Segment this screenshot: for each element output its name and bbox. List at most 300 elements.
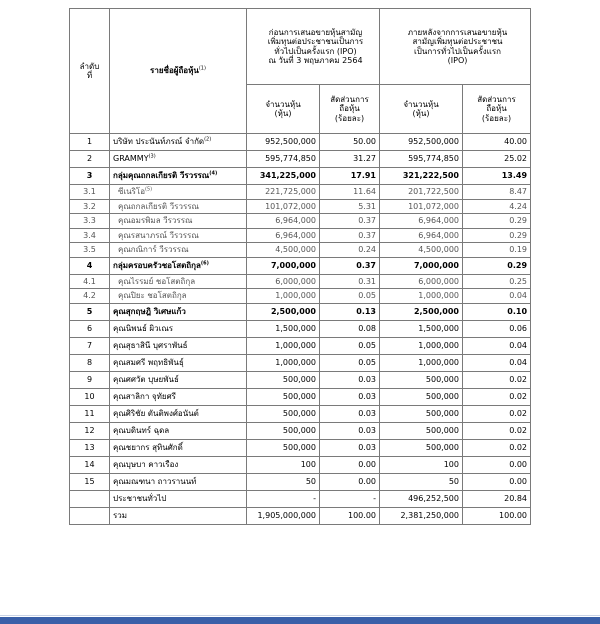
row-number-text: 3.3 xyxy=(83,216,96,226)
before-ipo-shares xyxy=(247,320,320,337)
shareholder-name-text: GRAMMY xyxy=(113,154,149,164)
before-pct-header xyxy=(320,85,380,134)
row-number-text: 8 xyxy=(86,357,93,367)
before-ipo-percent-text: 0.05 xyxy=(358,340,376,350)
after-ipo-percent xyxy=(463,228,531,243)
shareholder-name-text: คุณชยากร สุทินศักดิ์ xyxy=(113,442,183,452)
after-ipo-shares xyxy=(380,151,463,168)
shareholder-name-text: คุณบดินทร์ ฉุดล xyxy=(113,425,170,435)
after-ipo-shares-text: 2,500,000 xyxy=(413,306,459,316)
after-ipo-line-4: (IPO) xyxy=(447,55,468,65)
table-row xyxy=(70,439,531,456)
row-number xyxy=(70,371,110,388)
footnote-marker: (6) xyxy=(200,260,209,267)
shareholder-name xyxy=(110,289,247,304)
before-ipo-shares xyxy=(247,199,320,214)
before-ipo-percent xyxy=(320,490,380,507)
shareholder-name-text: คุณถกลเกียรติ วีรวรรณ xyxy=(118,201,199,211)
before-ipo-shares-text: 1,000,000 xyxy=(275,357,316,367)
shareholder-name-text: คุณศิริชัย ตันติพงศ์อนันต์ xyxy=(113,408,199,418)
shareholder-table xyxy=(69,8,531,525)
after-ipo-shares-text: 6,000,000 xyxy=(418,276,459,286)
row-number-text: 9 xyxy=(86,374,93,384)
shareholder-name xyxy=(110,134,247,151)
table-row xyxy=(70,274,531,289)
before-ipo-percent-text: 0.37 xyxy=(356,260,376,270)
before-ipo-group-header xyxy=(247,9,380,85)
before-ipo-shares-text: 500,000 xyxy=(282,374,316,384)
before-ipo-percent-text: 5.31 xyxy=(358,201,376,211)
before-ipo-line-1: ก่อนการเสนอขายหุ้นสามัญ xyxy=(268,28,363,38)
table-row xyxy=(70,134,531,151)
before-ipo-percent xyxy=(320,303,380,320)
shareholder-name xyxy=(110,168,247,185)
table-row xyxy=(70,228,531,243)
row-number-text: 1 xyxy=(86,137,93,147)
before-ipo-shares-text: 500,000 xyxy=(282,425,316,435)
before-ipo-percent xyxy=(320,199,380,214)
row-number xyxy=(70,439,110,456)
before-ipo-percent xyxy=(320,151,380,168)
shareholder-name xyxy=(110,456,247,473)
after-ipo-shares xyxy=(380,243,463,258)
shares-header-line-2: (หุ้น) xyxy=(412,109,430,118)
before-ipo-percent xyxy=(320,185,380,200)
row-number xyxy=(70,228,110,243)
before-ipo-shares xyxy=(247,243,320,258)
after-ipo-percent-text: 8.47 xyxy=(509,187,528,197)
footnote-marker: (4) xyxy=(209,170,218,177)
after-ipo-shares-text: 7,000,000 xyxy=(413,260,459,270)
before-ipo-shares-text: 50 xyxy=(305,476,316,486)
before-ipo-shares-text: 1,000,000 xyxy=(275,340,316,350)
shareholder-name-text: คุณกณิการ์ วีรวรรณ xyxy=(118,245,189,255)
shares-header-line-1: จำนวนหุ้น xyxy=(403,99,439,109)
shares-header-line-2: (หุ้น) xyxy=(274,109,292,118)
after-ipo-percent xyxy=(463,185,531,200)
after-ipo-percent-text: 0.02 xyxy=(509,374,528,384)
after-ipo-shares-text: 201,722,500 xyxy=(408,187,459,197)
row-number-text: 3.2 xyxy=(83,201,96,211)
after-ipo-shares xyxy=(380,303,463,320)
pct-header-line-3: (ร้อยละ) xyxy=(481,113,512,123)
shareholder-name xyxy=(110,151,247,168)
row-number xyxy=(70,507,110,524)
before-ipo-shares xyxy=(247,289,320,304)
before-ipo-shares-text: 6,964,000 xyxy=(275,216,316,226)
after-ipo-shares-text: 4,500,000 xyxy=(418,245,459,255)
after-ipo-shares-text: 500,000 xyxy=(425,391,459,401)
after-ipo-percent xyxy=(463,371,531,388)
after-ipo-shares xyxy=(380,289,463,304)
before-ipo-shares-text: 595,774,850 xyxy=(265,154,316,164)
before-ipo-percent xyxy=(320,354,380,371)
after-ipo-percent-text: 0.00 xyxy=(509,459,528,469)
before-ipo-shares-text: 500,000 xyxy=(282,408,316,418)
after-ipo-percent xyxy=(463,354,531,371)
footnote-marker: (2) xyxy=(204,136,212,143)
row-number xyxy=(70,422,110,439)
shareholder-name-text: ซีเนริโอ xyxy=(118,187,146,197)
row-number xyxy=(70,456,110,473)
before-ipo-shares-text: 2,500,000 xyxy=(270,306,316,316)
table-row xyxy=(70,199,531,214)
after-ipo-percent xyxy=(463,151,531,168)
before-ipo-percent-text: 0.24 xyxy=(358,245,376,255)
before-ipo-shares-text: 221,725,000 xyxy=(265,187,316,197)
row-number xyxy=(70,354,110,371)
after-ipo-percent-text: 0.04 xyxy=(509,357,528,367)
before-ipo-percent xyxy=(320,257,380,274)
row-number-text: 7 xyxy=(86,340,93,350)
after-ipo-shares xyxy=(380,490,463,507)
after-ipo-percent xyxy=(463,473,531,490)
before-ipo-percent-text: 0.03 xyxy=(358,408,376,418)
shareholder-name-text: ประชาชนทั่วไป xyxy=(113,493,167,503)
after-ipo-shares-text: 50 xyxy=(448,476,459,486)
before-ipo-percent xyxy=(320,274,380,289)
footer-bar xyxy=(0,617,600,624)
before-ipo-shares-text: 7,000,000 xyxy=(270,260,316,270)
table-row xyxy=(70,257,531,274)
after-ipo-percent xyxy=(463,490,531,507)
row-number xyxy=(70,134,110,151)
after-ipo-percent-text: 0.29 xyxy=(507,260,528,270)
shareholder-name xyxy=(110,388,247,405)
table-row xyxy=(70,422,531,439)
before-ipo-percent xyxy=(320,243,380,258)
before-ipo-shares xyxy=(247,507,320,524)
after-ipo-percent-text: 0.04 xyxy=(509,291,528,301)
col-header-no xyxy=(70,9,110,134)
after-ipo-shares xyxy=(380,185,463,200)
before-ipo-percent-text: 0.03 xyxy=(358,374,376,384)
before-ipo-percent xyxy=(320,507,380,524)
col-header-name-note: (1) xyxy=(198,65,206,72)
after-ipo-percent-text: 0.02 xyxy=(509,408,528,418)
row-number xyxy=(70,214,110,229)
before-ipo-percent xyxy=(320,388,380,405)
after-ipo-shares xyxy=(380,337,463,354)
after-ipo-shares xyxy=(380,405,463,422)
before-ipo-shares xyxy=(247,151,320,168)
before-ipo-shares-text: 4,500,000 xyxy=(275,245,316,255)
table-row xyxy=(70,473,531,490)
before-ipo-shares xyxy=(247,388,320,405)
shareholder-name xyxy=(110,439,247,456)
row-number xyxy=(70,257,110,274)
table-row xyxy=(70,168,531,185)
row-number-text: 4.2 xyxy=(83,291,96,301)
after-ipo-percent-text: 0.02 xyxy=(509,442,528,452)
before-ipo-shares xyxy=(247,134,320,151)
after-ipo-shares-text: 595,774,850 xyxy=(408,154,459,164)
after-ipo-percent-text: 0.02 xyxy=(509,425,528,435)
shareholder-name xyxy=(110,473,247,490)
shareholder-name xyxy=(110,303,247,320)
before-ipo-percent-text: - xyxy=(373,493,376,503)
before-ipo-percent xyxy=(320,337,380,354)
row-number-text: 2 xyxy=(86,154,93,164)
pct-header-line-3: (ร้อยละ) xyxy=(334,113,365,123)
after-ipo-percent-text: 25.02 xyxy=(504,154,528,164)
shareholder-name xyxy=(110,405,247,422)
table-row xyxy=(70,243,531,258)
before-ipo-percent-text: 0.05 xyxy=(358,291,376,301)
before-ipo-shares xyxy=(247,185,320,200)
before-ipo-shares-text: 500,000 xyxy=(282,391,316,401)
after-ipo-shares-text: 1,000,000 xyxy=(418,340,459,350)
before-ipo-percent xyxy=(320,320,380,337)
before-ipo-percent xyxy=(320,134,380,151)
shareholder-name-text: คุณปิยะ ชอโสตถิกุล xyxy=(118,291,187,301)
table-row xyxy=(70,185,531,200)
before-ipo-shares-text: 101,072,000 xyxy=(265,201,316,211)
row-number-text: 5 xyxy=(86,306,93,316)
before-shares-header xyxy=(247,85,320,134)
after-ipo-percent-text: 0.19 xyxy=(509,245,528,255)
shareholder-name xyxy=(110,422,247,439)
shareholder-name xyxy=(110,257,247,274)
before-ipo-percent xyxy=(320,456,380,473)
before-ipo-percent-text: 11.64 xyxy=(353,187,376,197)
shareholder-name-text: กลุ่มครอบครัวชอโสตถิกุล xyxy=(113,260,201,270)
before-ipo-percent xyxy=(320,422,380,439)
table-row xyxy=(70,405,531,422)
before-ipo-shares xyxy=(247,168,320,185)
after-ipo-shares xyxy=(380,320,463,337)
after-ipo-shares xyxy=(380,473,463,490)
shareholder-name-text: คุณรสนาภรณ์ วีรวรรณ xyxy=(118,230,199,240)
shareholder-name xyxy=(110,320,247,337)
before-ipo-shares-text: 1,905,000,000 xyxy=(257,510,316,520)
after-ipo-shares-text: 6,964,000 xyxy=(418,230,459,240)
after-ipo-percent-text: 13.49 xyxy=(501,171,528,181)
shareholder-name xyxy=(110,337,247,354)
table-row xyxy=(70,320,531,337)
after-ipo-percent-text: 20.84 xyxy=(504,493,528,503)
row-number xyxy=(70,388,110,405)
shareholder-name-text: รวม xyxy=(113,510,128,520)
shareholder-name xyxy=(110,214,247,229)
shareholder-name-text: คุณไรรมย์ ชอโสตถิกุล xyxy=(118,276,196,286)
row-number-text: 6 xyxy=(86,323,93,333)
after-ipo-percent xyxy=(463,422,531,439)
before-ipo-shares-text: - xyxy=(313,493,316,503)
after-ipo-percent xyxy=(463,456,531,473)
shareholder-name-text: คุณศศวัต บุษยพันธ์ xyxy=(113,374,179,384)
before-ipo-percent-text: 17.91 xyxy=(350,171,376,181)
pct-header-line-2: ถือหุ้น xyxy=(339,104,360,114)
before-ipo-percent-text: 0.08 xyxy=(358,323,376,333)
before-ipo-shares xyxy=(247,337,320,354)
before-ipo-shares xyxy=(247,405,320,422)
shares-header-line-1: จำนวนหุ้น xyxy=(265,99,301,109)
after-ipo-percent xyxy=(463,388,531,405)
shareholder-name-text: คุณสุกฤษฎิ วิเศษแก้ว xyxy=(113,306,186,316)
after-ipo-shares xyxy=(380,456,463,473)
row-number-text: 3.1 xyxy=(83,187,96,197)
after-ipo-shares-text: 321,222,500 xyxy=(402,171,459,181)
table-row xyxy=(70,371,531,388)
after-ipo-percent-text: 100.00 xyxy=(499,510,528,520)
before-ipo-percent-text: 31.27 xyxy=(353,154,376,164)
before-ipo-percent-text: 0.00 xyxy=(358,459,376,469)
row-number-text: 4.1 xyxy=(83,276,96,286)
row-number-text: 12 xyxy=(84,425,95,435)
shareholder-name-text: คุณอมรพิมล วีรวรรณ xyxy=(118,216,193,226)
before-ipo-shares xyxy=(247,303,320,320)
shareholder-name xyxy=(110,199,247,214)
table-row xyxy=(70,490,531,507)
shareholder-name-text: คุณบุษบา คาวเรือง xyxy=(113,459,179,469)
after-ipo-percent xyxy=(463,439,531,456)
before-ipo-percent xyxy=(320,473,380,490)
after-ipo-percent xyxy=(463,320,531,337)
row-number-text: 11 xyxy=(84,408,95,418)
shareholder-name xyxy=(110,228,247,243)
col-header-name xyxy=(110,9,247,134)
after-ipo-percent-text: 0.29 xyxy=(509,230,528,240)
after-ipo-line-2: สามัญเพิ่มทุนต่อประชาชน xyxy=(412,37,503,47)
after-ipo-percent xyxy=(463,257,531,274)
after-ipo-percent-text: 0.10 xyxy=(507,306,528,316)
table-row xyxy=(70,507,531,524)
after-ipo-percent xyxy=(463,168,531,185)
pct-header-line-1: สัดส่วนการ xyxy=(477,95,516,105)
after-pct-header xyxy=(463,85,531,134)
after-ipo-shares xyxy=(380,257,463,274)
row-number xyxy=(70,185,110,200)
row-number xyxy=(70,168,110,185)
page-divider xyxy=(0,615,600,616)
after-ipo-shares-text: 500,000 xyxy=(425,408,459,418)
after-ipo-percent-text: 0.25 xyxy=(509,276,528,286)
table-row xyxy=(70,354,531,371)
after-ipo-shares xyxy=(380,168,463,185)
before-ipo-percent-text: 0.00 xyxy=(358,476,376,486)
pct-header-line-2: ถือหุ้น xyxy=(486,104,507,114)
row-number xyxy=(70,490,110,507)
after-ipo-shares xyxy=(380,228,463,243)
after-ipo-line-1: ภายหลังจากการเสนอขายหุ้น xyxy=(407,28,508,38)
shareholder-name-text: คุณนิพนธ์ ผิวเณร xyxy=(113,323,174,333)
after-ipo-shares-text: 1,500,000 xyxy=(418,323,459,333)
before-ipo-shares-text: 6,964,000 xyxy=(275,230,316,240)
shareholder-name-text: บริษัท ประนันท์ภรณ์ จำกัด xyxy=(113,137,205,147)
row-number-text: 4 xyxy=(86,260,93,270)
after-ipo-shares-text: 496,252,500 xyxy=(408,493,459,503)
after-ipo-shares xyxy=(380,388,463,405)
after-ipo-percent-text: 0.00 xyxy=(509,476,528,486)
before-ipo-percent-text: 0.05 xyxy=(358,357,376,367)
before-ipo-percent-text: 0.13 xyxy=(356,306,376,316)
after-ipo-shares-text: 1,000,000 xyxy=(418,357,459,367)
row-number xyxy=(70,303,110,320)
after-shares-header xyxy=(380,85,463,134)
after-ipo-percent-text: 0.06 xyxy=(509,323,528,333)
after-ipo-percent-text: 4.24 xyxy=(509,201,528,211)
col-header-no-text: ลำดับที่ xyxy=(79,61,100,80)
table-row xyxy=(70,214,531,229)
before-ipo-line-3: ทั่วไปเป็นครั้งแรก (IPO) xyxy=(274,46,357,56)
row-number-text: 15 xyxy=(84,476,95,486)
table-row xyxy=(70,337,531,354)
after-ipo-shares xyxy=(380,422,463,439)
shareholder-name-text: คุณสาลิกา จุทัยศรี xyxy=(113,391,176,401)
after-ipo-percent xyxy=(463,337,531,354)
after-ipo-percent-text: 0.29 xyxy=(509,216,528,226)
before-ipo-shares xyxy=(247,214,320,229)
after-ipo-shares-text: 6,964,000 xyxy=(418,216,459,226)
before-ipo-shares-text: 100 xyxy=(300,459,316,469)
before-ipo-shares xyxy=(247,354,320,371)
shareholder-name-text: คุณสมศรี พฤทธิพันธุ์ xyxy=(113,357,184,367)
row-number-text: 3 xyxy=(86,171,93,181)
col-header-name-text: รายชื่อผู้ถือหุ้น xyxy=(150,66,199,76)
table-row xyxy=(70,388,531,405)
before-ipo-percent-text: 0.37 xyxy=(358,216,376,226)
after-ipo-shares xyxy=(380,134,463,151)
after-ipo-shares-text: 100 xyxy=(443,459,459,469)
shareholder-name xyxy=(110,371,247,388)
pct-header-line-1: สัดส่วนการ xyxy=(330,95,369,105)
table-row xyxy=(70,151,531,168)
before-ipo-percent xyxy=(320,214,380,229)
before-ipo-percent-text: 0.03 xyxy=(358,391,376,401)
before-ipo-shares-text: 341,225,000 xyxy=(259,171,316,181)
after-ipo-shares xyxy=(380,274,463,289)
table-row xyxy=(70,289,531,304)
table-row xyxy=(70,456,531,473)
shareholder-name xyxy=(110,243,247,258)
before-ipo-shares-text: 500,000 xyxy=(282,442,316,452)
row-number-text: 3.4 xyxy=(83,230,96,240)
after-ipo-shares xyxy=(380,507,463,524)
after-ipo-shares-text: 101,072,000 xyxy=(408,201,459,211)
before-ipo-percent xyxy=(320,405,380,422)
after-ipo-percent xyxy=(463,134,531,151)
after-ipo-group-header xyxy=(380,9,531,85)
before-ipo-shares xyxy=(247,422,320,439)
before-ipo-percent xyxy=(320,168,380,185)
shareholder-rows xyxy=(70,134,531,525)
before-ipo-percent-text: 0.37 xyxy=(358,230,376,240)
row-number-text: 3.5 xyxy=(83,245,96,255)
before-ipo-shares xyxy=(247,456,320,473)
after-ipo-shares-text: 952,500,000 xyxy=(408,137,459,147)
shareholder-name-text: กลุ่มคุณถกลเกียรติ วีรวรรณ xyxy=(113,171,210,181)
before-ipo-shares xyxy=(247,228,320,243)
row-number xyxy=(70,199,110,214)
before-ipo-shares-text: 952,500,000 xyxy=(265,137,316,147)
before-ipo-percent-text: 0.03 xyxy=(358,442,376,452)
after-ipo-shares xyxy=(380,214,463,229)
after-ipo-percent-text: 0.04 xyxy=(509,340,528,350)
shareholder-name xyxy=(110,185,247,200)
after-ipo-percent xyxy=(463,507,531,524)
after-ipo-shares xyxy=(380,371,463,388)
after-ipo-shares xyxy=(380,439,463,456)
before-ipo-percent xyxy=(320,439,380,456)
before-ipo-shares xyxy=(247,274,320,289)
before-ipo-percent-text: 100.00 xyxy=(348,510,376,520)
row-number xyxy=(70,243,110,258)
table-row xyxy=(70,303,531,320)
after-ipo-percent xyxy=(463,274,531,289)
before-ipo-shares-text: 1,500,000 xyxy=(275,323,316,333)
after-ipo-percent xyxy=(463,199,531,214)
